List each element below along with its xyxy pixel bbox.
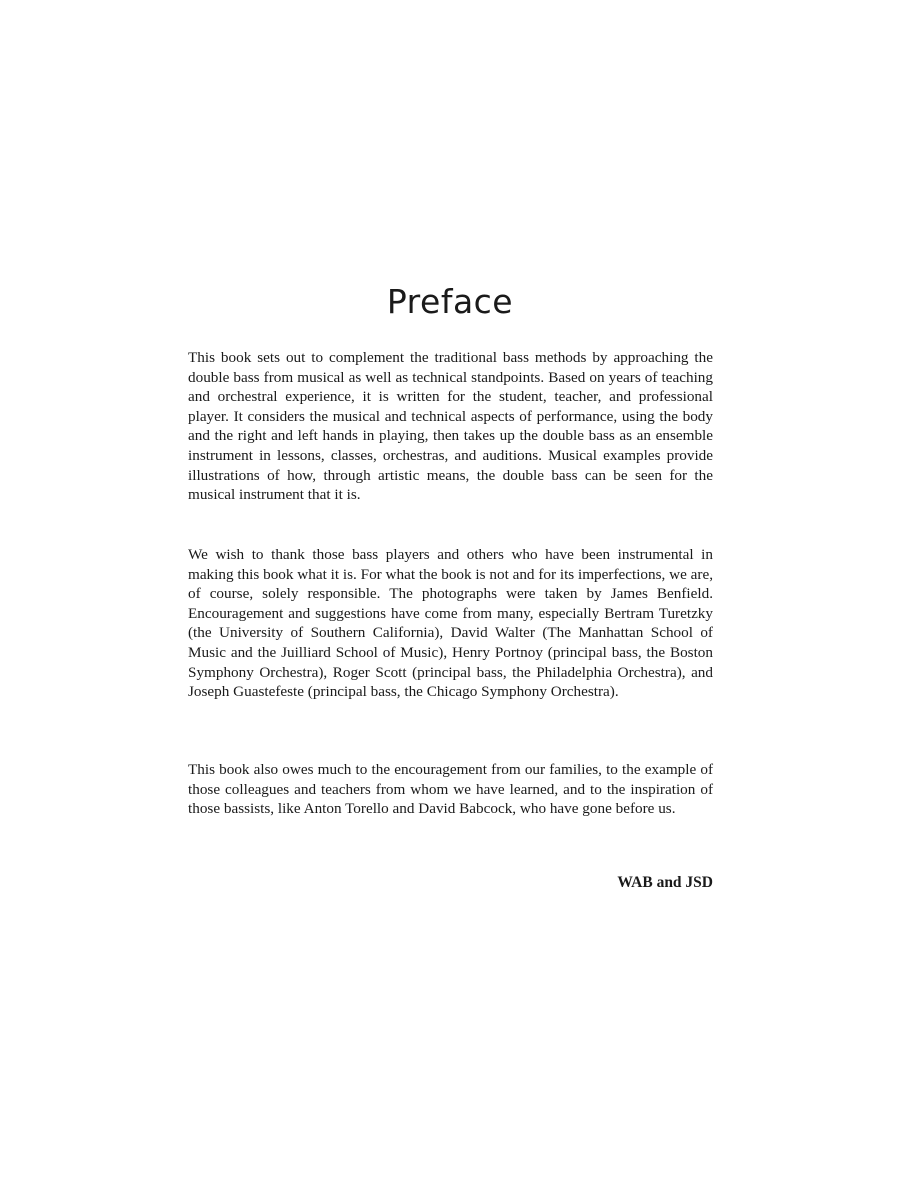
preface-paragraph-2: We wish to thank those bass players and others who have been instrumental in making this book what it is. For what the book is not and for its imperfections, we are, of course, solely responsible. The photographs were taken by James Benfield. Encouragement and suggestions have come from many, especially Bertram Turetzky (the University of Southern California), David Walter (The Manhattan School of Music and the Juilliard School of Music), Henry Portnoy (principal bass, the Boston Symphony Orchestra), Roger Scott (principal bass, the Philadelphia Orchestra), and Joseph Guastefeste (principal bass, the Chicago Symphony Orchestra).	[188, 546, 713, 701]
preface-paragraph-3: This book also owes much to the encouragement from our families, to the example of those colleagues and teachers from whom we have learned, and to the inspiration of those bassists, like Anton Torello and David Babcock, who have gone before us.	[188, 761, 713, 818]
author-signature: WAB and JSD	[617, 874, 713, 891]
page-title: Preface	[386, 282, 514, 321]
preface-paragraph-1: This book sets out to complement the traditional bass methods by approaching the double bass from musical as well as technical standpoints. Based on years of teaching and orchestral experience, it is written for the student, teacher, and professional player. It considers the musical and technical aspects of performance, using the body and the right and left hands in playing, then takes up the double bass as an ensemble instrument in lessons, classes, orchestras, and auditions. Musical examples provide illustrations of how, through artistic means, the double bass can be seen for the musical instrument that it is.	[188, 349, 713, 504]
